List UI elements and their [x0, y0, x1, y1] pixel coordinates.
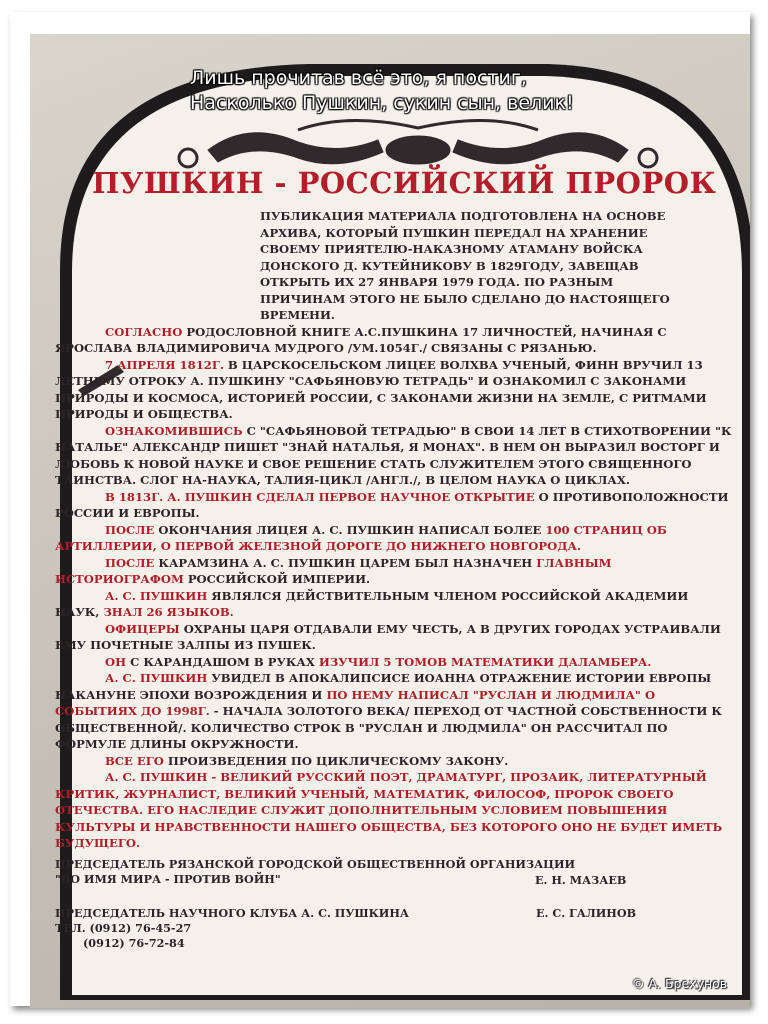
body-text: О ПРОТИВОПОЛОЖНОСТИ РОССИИ И ЕВРОПЫ.: [55, 489, 729, 520]
body-text: КАРАМЗИНА А. С. ПУШКИН ЦАРЕМ БЫЛ НАЗНАЧЕН: [154, 555, 537, 570]
signature-2-phone-1: ТЕЛ. (0912) 76-45-27: [55, 921, 192, 935]
highlight-text: В 1813Г. А. ПУШКИН СДЕЛАЛ ПЕРВОЕ НАУЧНОЕ ОТКРЫТИЕ: [105, 489, 535, 504]
body-text: - НАЧАЛА ЗОЛОТОГО ВЕКА/ ПЕРЕХОД ОТ ЧАСТНОЙ СОБСТВЕННОСТИ К ОБЩЕСТВЕННОЙ/. КОЛИЧЕСТВО СТРОК В "РУСЛАН И ЛЮДМИЛА" ОН РАССЧИТАЛ ПО ФОРМУЛЕ ДЛИНЫ ОКРУЖНОСТИ.: [55, 704, 722, 751]
caption: [190, 66, 710, 116]
signature-1: [55, 857, 575, 887]
highlight-text: ПОСЛЕ: [105, 555, 155, 570]
plaque-paragraph: [55, 324, 735, 357]
plaque-paragraph: [55, 654, 735, 671]
highlight-text: А. С. ПУШКИН: [105, 588, 208, 603]
signature-2: [55, 906, 409, 951]
signature-1-title: ПРЕДСЕДАТЕЛЬ РЯЗАНСКОЙ ГОРОДСКОЙ ОБЩЕСТВЕННОЙ ОРГАНИЗАЦИИ: [55, 857, 576, 871]
plaque-paragraph: [55, 423, 735, 489]
caption-line-2: Насколько Пушкин, сукин сын, велик!: [190, 92, 574, 114]
highlight-text: ИЗУЧИЛ 5 ТОМОВ МАТЕМАТИКИ ДАЛАМБЕРА.: [318, 654, 652, 669]
highlight-text: ОФИЦЕРЫ: [105, 621, 180, 636]
body-text: РОДОСЛОВНОЙ КНИГЕ А.С.ПУШКИНА 17 ЛИЧНОСТЕЙ, НАЧИНАЯ С ЯРОСЛАВА ВЛАДИМИРОВИЧА МУДРОГО /УМ.1054Г./ СВЯЗАНЫ С РЯЗАНЬЮ.: [55, 324, 667, 355]
highlight-text: ГЛАВНЫМ ИСТОРИОГРАФОМ: [55, 555, 612, 586]
plaque-paragraph: [55, 555, 735, 588]
plaque-paragraph: [55, 670, 735, 753]
body-text: С КАРАНДАШОМ В РУКАХ: [126, 654, 319, 669]
highlight-text: ОЗНАКОМИВШИСЬ: [105, 423, 243, 438]
highlight-text: А. С. ПУШКИН - ВЕЛИКИЙ РУССКИЙ ПОЭТ, ДРАМАТУРГ, ПРОЗАИК, ЛИТЕРАТУРНЫЙ КРИТИК, ЖУРНАЛИСТ, ВЕЛИКИЙ УЧЕНЫЙ, МАТЕМАТИК, ФИЛОСОФ, ПРОРОК СВОЕГО ОТЕЧЕСТВА. ЕГО НАСЛЕДИЕ СЛУЖИТ ДОПОЛНИТЕЛЬНЫМ УСЛОВИЕМ ПОВЫШЕНИЯ КУЛЬТУРЫ И НРАВСТВЕННОСТИ НАШЕГО ОБЩЕСТВА, БЕЗ КОТОРОГО ОНО НЕ БУДЕТ ИМЕТЬ БУДУЩЕГО.: [55, 770, 723, 850]
highlight-text: 100 СТРАНИЦ ОБ АРТИЛЛЕРИИ, О ПЕРВОЙ ЖЕЛЕЗНОЙ ДОРОГЕ ДО НИЖНЕГО НОВГОРОДА.: [55, 522, 667, 553]
highlight-text: 7 АПРЕЛЯ 1812Г.: [105, 357, 224, 372]
caption-line-1: Лишь прочитав всё это, я постиг,: [190, 67, 527, 89]
highlight-text: ПОСЛЕ: [105, 522, 155, 537]
body-text: РОССИЙСКОЙ ИМПЕРИИ.: [183, 572, 371, 586]
intro-paragraph: ПУБЛИКАЦИЯ МАТЕРИАЛА ПОДГОТОВЛЕНА НА ОСНОВЕ АРХИВА, КОТОРЫЙ ПУШКИН ПЕРЕДАЛ НА ХРАНЕНИЕ СВОЕМУ ПРИЯТЕЛЮ-НАКАЗНОМУ АТАМАНУ ВОЙСКА ДОНСКОГО Д. КУТЕЙНИКОВУ В 1829ГОДУ, ЗАВЕЩАВ ОТКРЫТЬ ИХ 27 ЯНВАРЯ 1979 ГОДА. ПО РАЗНЫМ ПРИЧИНАМ ЭТОГО НЕ БЫЛО СДЕЛАНО ДО НАСТОЯЩЕГО ВРЕМЕНИ.: [260, 209, 670, 322]
signature-2-phone-2: (0912) 76-72-84: [83, 936, 185, 950]
body-text: ОХРАНЫ ЦАРЯ ОТДАВАЛИ ЕМУ ЧЕСТЬ, А В ДРУГИХ ГОРОДАХ УСТРАИВАЛИ ЕМУ ПОЧЕТНЫЕ ЗАЛПЫ ИЗ ПУШЕК.: [55, 621, 721, 652]
highlight-text: А. С. ПУШКИН: [105, 671, 208, 685]
body-text: С "САФЬЯНОВОЙ ТЕТРАДЬЮ" В СВОИ 14 ЛЕТ В СТИХОТВОРЕНИИ "К НАТАЛЬЕ" АЛЕКСАНДР ПИШЕТ "ЗНАЙ НАТАЛЬЯ, Я МОНАХ". В НЕМ ОН ВЫРАЗИЛ ВОСТОРГ И ЛЮБОВЬ К НОВОЙ НАУКЕ И СВОЕ РЕШЕНИЕ СТАТЬ СЛУЖИТЕЛЕМ ЭТОГО СВЯЩЕННОГО ТАИНСТВА. СЛОГ НА-НАУКА, ТАЛИЯ-ЦИКЛ /АНГЛ./, В ЦЕЛОМ НАУКА О ЦИКЛАХ.: [55, 423, 732, 487]
highlight-text: ПО НЕМУ НАПИСАЛ "РУСЛАН И ЛЮДМИЛА" О СОБЫТИЯХ ДО 1998Г.: [55, 687, 656, 718]
signature-1-name: Е. Н. МАЗАЕВ: [535, 873, 627, 887]
highlight-text: СОГЛАСНО: [105, 324, 183, 339]
plaque-paragraph: [55, 621, 735, 654]
body-text: ЯВЛЯЛСЯ ДЕЙСТВИТЕЛЬНЫМ ЧЛЕНОМ РОССИЙСКОЙ АКАДЕМИИ НАУК,: [55, 588, 689, 619]
plaque-paragraph: [55, 522, 735, 555]
signature-1-org: "ВО ИМЯ МИРА - ПРОТИВ ВОЙН": [55, 872, 281, 886]
body-text: В ЦАРСКОСЕЛЬСКОМ ЛИЦЕЕ ВОЛХВА УЧЕНЫЙ, ФИНН ВРУЧИЛ 13 ЛЕТНЕМУ ОТРОКУ А. ПУШКИНУ "САФЬЯНОВУЮ ТЕТРАДЬ" И ОЗНАКОМИЛ С ЗАКОНАМИ ПРИРОДЫ И КОСМОСА, ИСТОРИЕЙ РОССИИ, С ЗАКОНАМИ ЖИЗНИ НА ЗЕМЛЕ, С РИТМАМИ ПРИРОДЫ И ОБЩЕСТВА.: [55, 357, 707, 421]
copyright: © А. Брехунов: [632, 976, 728, 991]
plaque-body: [55, 208, 735, 852]
highlight-text: ОН: [105, 654, 127, 669]
body-text: ОКОНЧАНИЯ ЛИЦЕЯ А. С. ПУШКИН НАПИСАЛ БОЛЕЕ: [154, 522, 546, 537]
body-text: ПРОИЗВЕДЕНИЯ ПО ЦИКЛИЧЕСКОМУ ЗАКОНУ.: [163, 753, 509, 768]
plaque-paragraph: [55, 588, 735, 621]
paragraph-list: [55, 324, 735, 852]
highlight-text: ВСЕ ЕГО: [105, 753, 164, 768]
plaque-paragraph: [55, 753, 735, 770]
signature-2-name: Е. С. ГАЛИНОВ: [536, 906, 637, 920]
signature-2-title: ПРЕДСЕДАТЕЛЬ НАУЧНОГО КЛУБА А. С. ПУШКИНА: [55, 906, 410, 920]
plaque-paragraph: [55, 357, 735, 423]
plaque-title: ПУШКИН - РОССИЙСКИЙ ПРОРОК: [92, 166, 717, 200]
plaque-paragraph: [55, 489, 735, 522]
plaque-paragraph: [55, 769, 735, 852]
highlight-text: ЗНАЛ 26 ЯЗЫКОВ.: [103, 605, 234, 619]
body-text: УВИДЕЛ В АПОКАЛИПСИСЕ ИОАННА ОТРАЖЕНИЕ ИСТОРИИ ЕВРОПЫ НАКАНУНЕ ЭПОХИ ВОЗРОЖДЕНИЯ И: [55, 671, 712, 702]
